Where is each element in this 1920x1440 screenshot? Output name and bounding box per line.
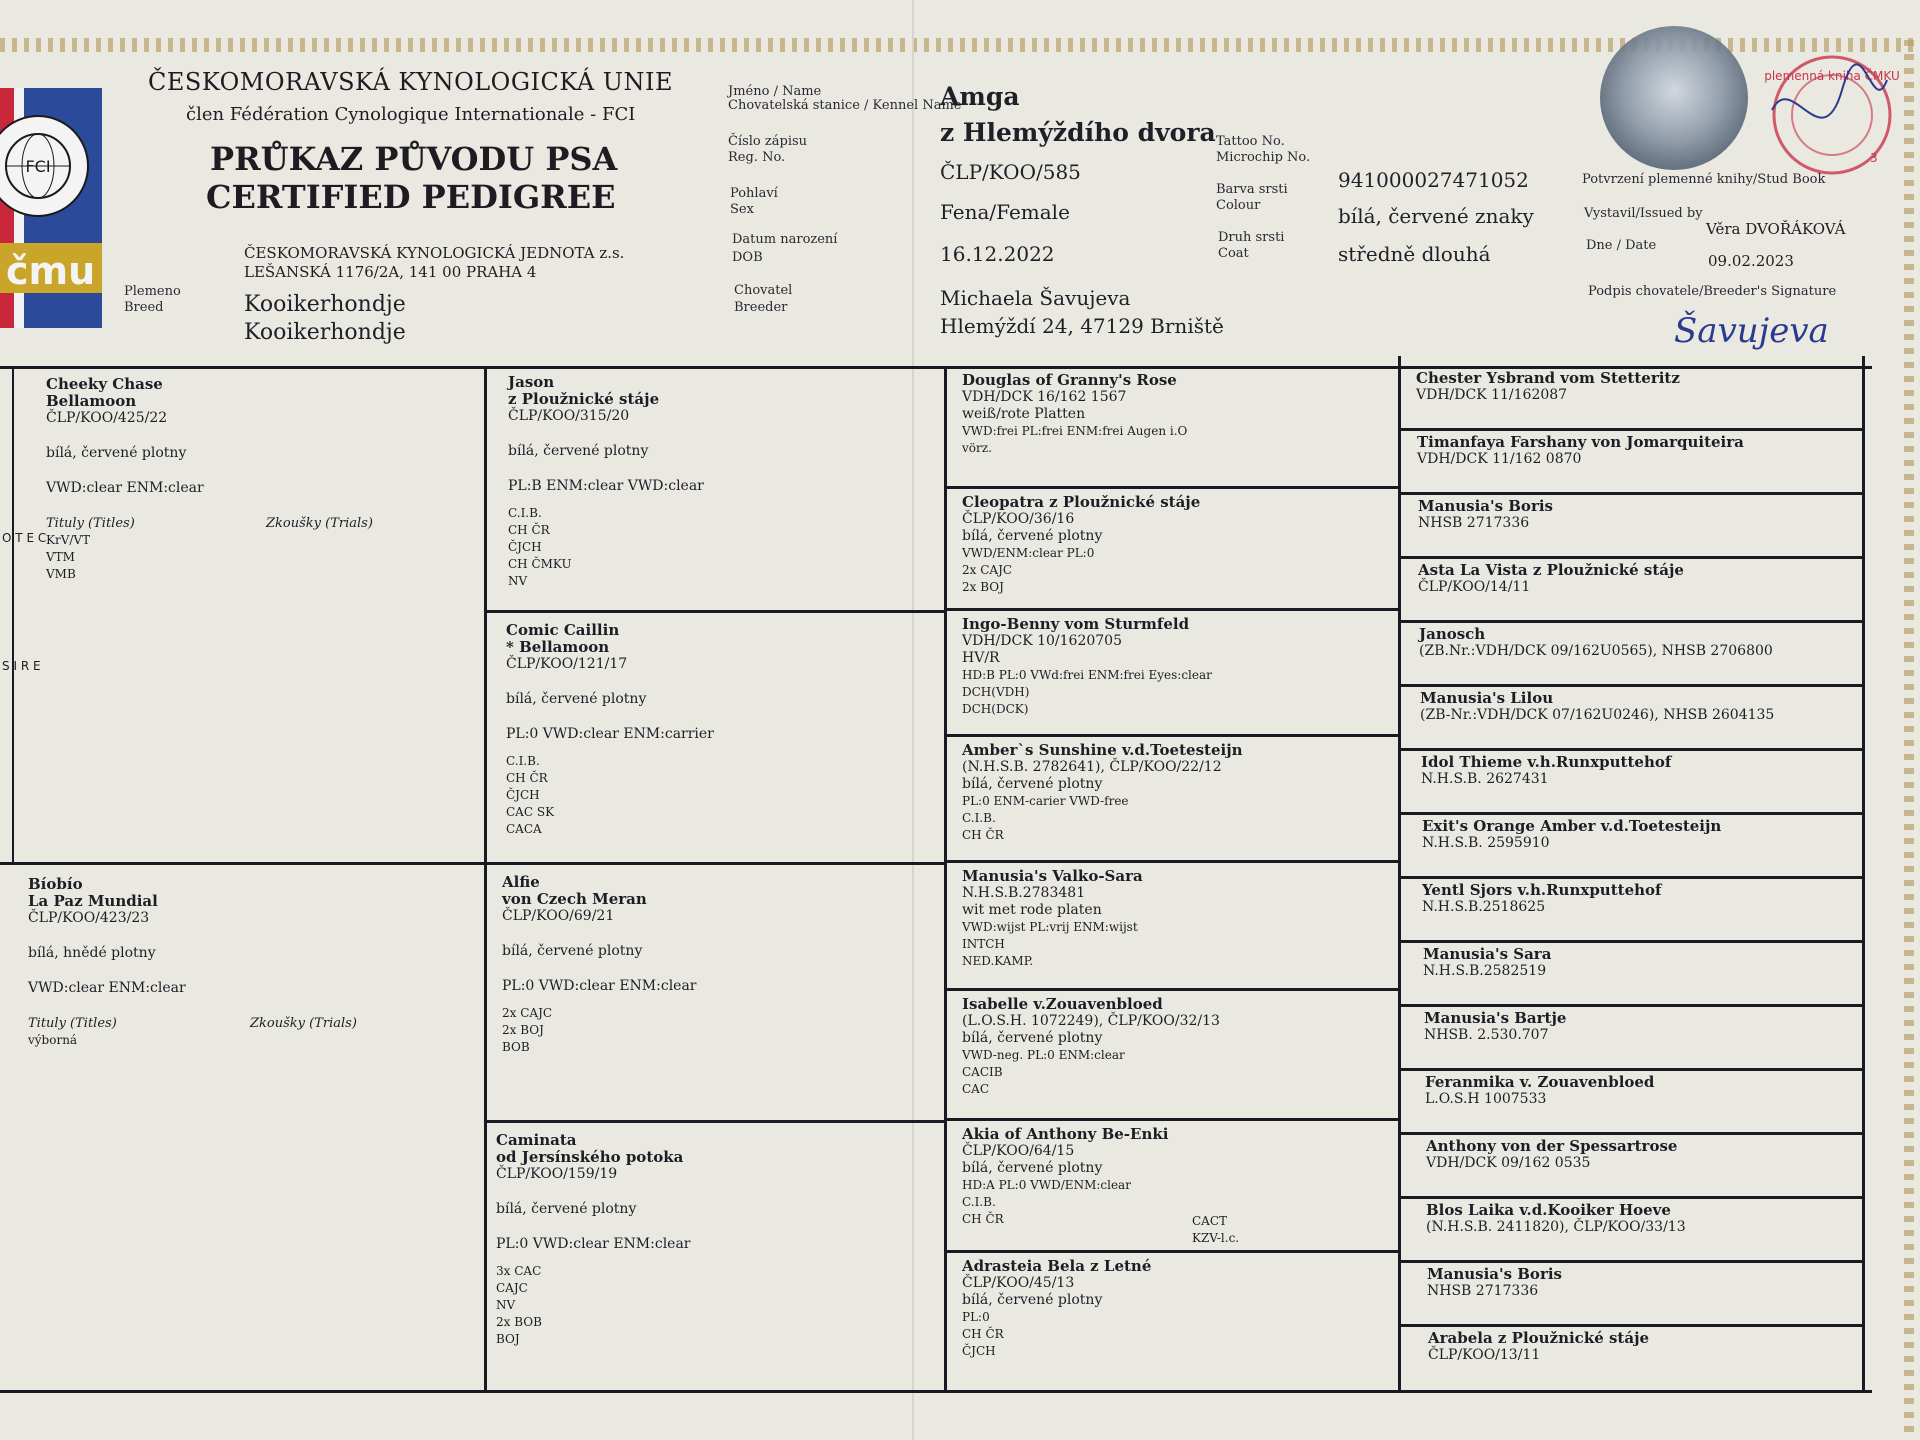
gen4-cell xyxy=(1416,370,1856,404)
gen4-reg: (ZB-Nr.:VDH/DCK 07/162U0246), NHSB 2604135 xyxy=(1420,707,1775,723)
gen1-dam-cell xyxy=(28,876,468,1049)
gen4-reg: (N.H.S.B. 2411820), ČLP/KOO/33/13 xyxy=(1426,1219,1686,1235)
gen4-name: Anthony von der Spessartrose xyxy=(1426,1137,1678,1155)
gen3-line: VWD/ENM:clear PL:0 xyxy=(962,546,1095,560)
gen3-line: VDH/DCK 10/1620705 xyxy=(962,633,1122,649)
gen2-title: CH ČMKU xyxy=(508,557,572,571)
title-cz: PRŮKAZ PŮVODU PSA xyxy=(210,140,618,178)
gen3-split-6 xyxy=(944,1118,1400,1121)
gen3-cell xyxy=(962,616,1392,718)
gen3-split-4 xyxy=(944,860,1400,863)
gen2-title: CH ČR xyxy=(508,523,550,537)
gen2-title: 2x CAJC xyxy=(502,1006,553,1020)
gen3-split-2 xyxy=(944,608,1400,611)
grid-col1-line xyxy=(484,366,487,1392)
gen2-cell-3 xyxy=(502,874,932,1056)
gen1-sire-reg: ČLP/KOO/425/22 xyxy=(46,410,168,426)
sex-label-1: Pohlaví xyxy=(730,186,778,201)
gen4-name: Yentl Sjors v.h.Runxputtehof xyxy=(1422,881,1662,899)
gen2-title: 2x BOJ xyxy=(502,1023,544,1037)
gen4-cell xyxy=(1428,1330,1868,1364)
tattoo-label-2: Microchip No. xyxy=(1216,150,1311,165)
breeder-address: Hlemýždí 24, 47129 Brniště xyxy=(940,314,1224,338)
gen2-title: BOJ xyxy=(496,1332,520,1346)
side-label-otec: O T E C xyxy=(2,531,47,545)
studbook-label: Potvrzení plemenné knihy/Stud Book xyxy=(1582,172,1826,187)
gen2-cell-1 xyxy=(508,374,938,590)
gen4-name: Feranmika v. Zouavenbloed xyxy=(1425,1073,1655,1091)
breeder-label-2: Breeder xyxy=(734,300,788,315)
gen2-title: 2x BOB xyxy=(496,1315,542,1329)
gen4-split xyxy=(1398,684,1864,687)
gen3-line: CH ČR xyxy=(962,1327,1004,1341)
gen2-title: C.I.B. xyxy=(506,754,540,768)
gen3-name: Douglas of Granny's Rose xyxy=(962,371,1177,389)
gen3-line: bílá, červené plotny xyxy=(962,776,1103,792)
gen2-title: 3x CAC xyxy=(496,1264,542,1278)
gen4-name: Arabela z Ploužnické stáje xyxy=(1428,1329,1650,1347)
gen4-cell xyxy=(1425,1074,1865,1108)
gen3-line: HD:A PL:0 VWD/ENM:clear xyxy=(962,1178,1131,1192)
gen4-cell xyxy=(1427,1266,1867,1300)
gen2-colour: bílá, červené plotny xyxy=(506,691,647,707)
issued-by-label: Vystavil/Issued by xyxy=(1584,206,1703,221)
gen4-reg: (ZB.Nr.:VDH/DCK 09/162U0565), NHSB 2706800 xyxy=(1419,643,1773,659)
gen3-name: Cleopatra z Ploužnické stáje xyxy=(962,493,1201,511)
issuer-line2: LEŠANSKÁ 1176/2A, 141 00 PRAHA 4 xyxy=(244,263,537,281)
colour-label-2: Colour xyxy=(1216,198,1261,213)
breeder-label-1: Chovatel xyxy=(734,283,793,298)
decorative-border-right xyxy=(1904,40,1914,1440)
gen4-split xyxy=(1398,876,1864,879)
gen3-split-7 xyxy=(944,1250,1400,1253)
gen3-line: bílá, červené plotny xyxy=(962,1160,1103,1176)
gen3-cell xyxy=(962,1258,1392,1360)
stamp-number: 3 xyxy=(1870,151,1878,165)
gen2-name2: od Jersínského potoka xyxy=(496,1148,684,1166)
gen2-reg: ČLP/KOO/121/17 xyxy=(506,656,628,672)
gen3-line: NED.KAMP. xyxy=(962,954,1034,968)
gen4-name: Manusia's Bartje xyxy=(1424,1009,1567,1027)
gen4-cell xyxy=(1421,754,1861,788)
gen3-line: CH ČR xyxy=(962,1212,1004,1226)
gen2-title: C.I.B. xyxy=(508,506,542,520)
org-name: ČESKOMORAVSKÁ KYNOLOGICKÁ UNIE xyxy=(148,68,674,96)
gen3-cell xyxy=(962,742,1392,844)
gen4-name: Manusia's Boris xyxy=(1427,1265,1562,1283)
gen4-split xyxy=(1398,812,1864,815)
gen3-line: bílá, červené plotny xyxy=(962,528,1103,544)
gen3-line: ČLP/KOO/36/16 xyxy=(962,511,1075,527)
gen3-cell xyxy=(962,868,1392,970)
gen4-name: Chester Ysbrand vom Stetteritz xyxy=(1416,369,1680,387)
stamp-text: plemenná kniha ČMKU xyxy=(1764,69,1900,83)
gen3-line: 2x BOJ xyxy=(962,580,1004,594)
gen2-health: PL:0 VWD:clear ENM:clear xyxy=(496,1236,691,1252)
gen3-line: ČJCH xyxy=(962,1344,996,1358)
fci-cmku-logo xyxy=(0,88,102,328)
gen2-title: NV xyxy=(496,1298,516,1312)
gen3-line: N.H.S.B.2783481 xyxy=(962,885,1086,901)
gen3-line: DCH(VDH) xyxy=(962,685,1030,699)
breed-label: Plemeno xyxy=(124,284,181,299)
gen4-reg: NHSB 2717336 xyxy=(1418,515,1530,531)
gen3-line: bílá, červené plotny xyxy=(962,1292,1103,1308)
gen1-sire-titles-label: Tituly (Titles) xyxy=(46,516,135,531)
gen1-dam-titles-label: Tituly (Titles) xyxy=(28,1016,117,1031)
gen4-name: Manusia's Boris xyxy=(1418,497,1553,515)
dob-value: 16.12.2022 xyxy=(940,242,1055,266)
gen2-split-3 xyxy=(484,1120,946,1123)
gen3-line: (L.O.S.H. 1072249), ČLP/KOO/32/13 xyxy=(962,1013,1220,1029)
gen4-split xyxy=(1398,1196,1864,1199)
gen2-reg: ČLP/KOO/69/21 xyxy=(502,908,615,924)
breed-label-en: Breed xyxy=(124,300,164,315)
grid-bottom-line xyxy=(0,1390,1872,1393)
gen4-cell xyxy=(1420,690,1860,724)
dog-name: Amga xyxy=(940,82,1020,111)
gen1-dam-trials-label: Zkoušky (Trials) xyxy=(250,1016,357,1031)
gen2-name1: Alfie xyxy=(502,873,540,891)
tattoo-label-1: Tattoo No. xyxy=(1216,134,1285,149)
gen2-name1: Caminata xyxy=(496,1131,577,1149)
gen4-name: Janosch xyxy=(1419,625,1486,643)
gen2-colour: bílá, červené plotny xyxy=(496,1201,637,1217)
gen3-line: CACIB xyxy=(962,1065,1003,1079)
gen4-cell xyxy=(1423,946,1863,980)
gen4-reg: VDH/DCK 11/162087 xyxy=(1416,387,1568,403)
gen1-split xyxy=(0,862,946,865)
gen2-name2: von Czech Meran xyxy=(502,890,647,908)
issued-by-value: Věra DVOŘÁKOVÁ xyxy=(1706,220,1846,238)
gen4-reg: N.H.S.B.2518625 xyxy=(1422,899,1546,915)
gen4-reg: L.O.S.H 1007533 xyxy=(1425,1091,1547,1107)
gen4-cell xyxy=(1419,626,1859,660)
gen4-reg: VDH/DCK 11/162 0870 xyxy=(1417,451,1582,467)
gen1-dam-colour: bílá, hnědé plotny xyxy=(28,945,156,961)
gen3-extra: KZV-l.c. xyxy=(1192,1231,1240,1245)
signature-label: Podpis chovatele/Breeder's Signature xyxy=(1588,284,1837,299)
gen1-sire-health: VWD:clear ENM:clear xyxy=(46,480,204,496)
gen3-line: HV/R xyxy=(962,650,1000,666)
gen3-line: INTCH xyxy=(962,937,1005,951)
gen4-name: Idol Thieme v.h.Runxputtehof xyxy=(1421,753,1672,771)
name-label-2: Chovatelská stanice / Kennel Name xyxy=(728,98,962,113)
gen1-dam-name1: Bíobío xyxy=(28,875,83,893)
grid-col4-line xyxy=(1862,356,1865,1392)
gen3-name: Akia of Anthony Be-Enki xyxy=(962,1125,1169,1143)
issue-date: 09.02.2023 xyxy=(1708,252,1794,270)
gen2-title: NV xyxy=(508,574,528,588)
gen3-name: Ingo-Benny vom Sturmfeld xyxy=(962,615,1190,633)
gen1-sire-trials-label: Zkoušky (Trials) xyxy=(266,516,373,531)
gen2-colour: bílá, červené plotny xyxy=(508,443,649,459)
gen2-reg: ČLP/KOO/159/19 xyxy=(496,1166,618,1182)
gen3-line: PL:0 xyxy=(962,1310,990,1324)
gen4-cell xyxy=(1426,1138,1866,1172)
gen3-cell xyxy=(962,494,1392,596)
reg-label-1: Číslo zápisu xyxy=(728,134,808,149)
gen3-line: VWD:wijst PL:vrij ENM:wijst xyxy=(962,920,1138,934)
gen3-line: C.I.B. xyxy=(962,811,996,825)
gen3-line: bílá, červené plotny xyxy=(962,1030,1103,1046)
gen1-sire-title: VTM xyxy=(46,550,75,564)
gen3-line: PL:0 ENM-carier VWD-free xyxy=(962,794,1129,808)
gen4-split xyxy=(1398,1068,1864,1071)
gen4-name: Manusia's Sara xyxy=(1423,945,1552,963)
gen4-split xyxy=(1398,940,1864,943)
gen3-line: CH ČR xyxy=(962,828,1004,842)
gen2-title: CACA xyxy=(506,822,542,836)
colour-value: bílá, červené znaky xyxy=(1338,204,1534,228)
gen3-line: 2x CAJC xyxy=(962,563,1013,577)
fci-logo-text: FCI xyxy=(25,157,51,176)
gen3-line: VWD-neg. PL:0 ENM:clear xyxy=(962,1048,1125,1062)
side-label-sire: S I R E xyxy=(2,659,41,673)
gen1-dam-name2: La Paz Mundial xyxy=(28,892,158,910)
gen1-sire-title: KrV/VT xyxy=(46,533,91,547)
gen2-name2: z Ploužnické stáje xyxy=(508,390,660,408)
gen2-title: ČJCH xyxy=(508,540,542,554)
gen2-title: CAC SK xyxy=(506,805,555,819)
studbook-stamp xyxy=(1752,50,1902,180)
hologram-seal xyxy=(1600,26,1748,170)
gen1-sire-title: VMB xyxy=(46,567,76,581)
gen4-split xyxy=(1398,492,1864,495)
gen3-line: ČLP/KOO/45/13 xyxy=(962,1275,1075,1291)
gen3-cell xyxy=(962,372,1392,457)
gen4-reg: ČLP/KOO/13/11 xyxy=(1428,1347,1541,1363)
gen2-title: ČJCH xyxy=(506,788,540,802)
gen4-name: Timanfaya Farshany von Jomarquiteira xyxy=(1417,433,1744,451)
gen1-dam-health: VWD:clear ENM:clear xyxy=(28,980,186,996)
gen2-split-1 xyxy=(484,610,946,613)
gen4-reg: N.H.S.B.2582519 xyxy=(1423,963,1547,979)
gen4-name: Manusia's Lilou xyxy=(1420,689,1554,707)
gen1-sire-name1: Cheeky Chase xyxy=(46,375,163,393)
gen4-cell xyxy=(1417,434,1857,468)
breeder-name: Michaela Šavujeva xyxy=(940,286,1131,310)
breeder-signature xyxy=(1670,300,1850,360)
cmku-logo-text: čmu xyxy=(6,249,96,293)
gen2-title: BOB xyxy=(502,1040,530,1054)
signature-text: Šavujeva xyxy=(1674,311,1829,351)
gen4-name: Exit's Orange Amber v.d.Toetesteijn xyxy=(1422,817,1722,835)
coat-value: středně dlouhá xyxy=(1338,242,1491,266)
gen4-cell xyxy=(1424,1010,1864,1044)
reg-number: ČLP/KOO/585 xyxy=(940,160,1081,184)
gen4-cell xyxy=(1426,1202,1866,1236)
gen3-line: VDH/DCK 16/162 1567 xyxy=(962,389,1127,405)
gen3-line: wit met rode platen xyxy=(962,902,1102,918)
issuer-line1: ČESKOMORAVSKÁ KYNOLOGICKÁ JEDNOTA z.s. xyxy=(244,244,625,262)
gen4-split xyxy=(1398,1132,1864,1135)
gen3-line: HD:B PL:0 VWd:frei ENM:frei Eyes:clear xyxy=(962,668,1212,682)
gen1-dam-title: výborná xyxy=(28,1033,78,1047)
gen4-cell xyxy=(1422,818,1862,852)
gen2-colour: bílá, červené plotny xyxy=(502,943,643,959)
gen4-reg: N.H.S.B. 2627431 xyxy=(1421,771,1549,787)
gen2-title: CAJC xyxy=(496,1281,528,1295)
breed-value-1: Kooikerhondje xyxy=(244,292,406,317)
dog-kennel: z Hlemýždího dvora xyxy=(940,118,1216,147)
dob-label-2: DOB xyxy=(732,250,763,265)
gen3-line: ČLP/KOO/64/15 xyxy=(962,1143,1075,1159)
grid-col2-line xyxy=(944,366,947,1392)
gen3-line: weiß/rote Platten xyxy=(962,406,1086,422)
gen4-split xyxy=(1398,1004,1864,1007)
gen1-dam-reg: ČLP/KOO/423/23 xyxy=(28,910,150,926)
gen2-name2: * Bellamoon xyxy=(506,638,610,656)
coat-label-2: Coat xyxy=(1218,246,1249,261)
gen4-split xyxy=(1398,1324,1864,1327)
gen4-split xyxy=(1398,1260,1864,1263)
breed-value-2: Kooikerhondje xyxy=(244,320,406,345)
gen3-split-1 xyxy=(944,486,1400,489)
gen4-reg: NHSB 2717336 xyxy=(1427,1283,1539,1299)
gen4-split xyxy=(1398,428,1864,431)
dob-label-1: Datum narození xyxy=(732,232,838,247)
gen1-sire-cell xyxy=(46,376,476,583)
gen2-title: CH ČR xyxy=(506,771,548,785)
gen3-split-3 xyxy=(944,734,1400,737)
gen2-reg: ČLP/KOO/315/20 xyxy=(508,408,630,424)
gen1-sire-colour: bílá, červené plotny xyxy=(46,445,187,461)
gen4-name: Blos Laika v.d.Kooiker Hoeve xyxy=(1426,1201,1671,1219)
gen3-line: C.I.B. xyxy=(962,1195,996,1209)
sex-label-2: Sex xyxy=(730,202,754,217)
colour-label-1: Barva srsti xyxy=(1216,182,1288,197)
gen2-name1: Jason xyxy=(508,373,555,391)
gen3-name: Adrasteia Bela z Letné xyxy=(962,1257,1152,1275)
gen2-health: PL:0 VWD:clear ENM:clear xyxy=(502,978,697,994)
title-en: CERTIFIED PEDIGREE xyxy=(206,178,616,216)
gen4-cell xyxy=(1422,882,1862,916)
gen4-name: Asta La Vista z Ploužnické stáje xyxy=(1418,561,1684,579)
gen3-line: DCH(DCK) xyxy=(962,702,1029,716)
gen2-health: PL:B ENM:clear VWD:clear xyxy=(508,478,704,494)
gen4-reg: ČLP/KOO/14/11 xyxy=(1418,579,1531,595)
gen3-line: CAC xyxy=(962,1082,990,1096)
gen4-split xyxy=(1398,748,1864,751)
date-label: Dne / Date xyxy=(1586,238,1657,253)
chip-number: 941000027471052 xyxy=(1338,168,1529,192)
name-label-1: Jméno / Name xyxy=(728,84,822,99)
gen3-name: Isabelle v.Zouavenbloed xyxy=(962,995,1163,1013)
gen4-cell xyxy=(1418,498,1858,532)
gen3-cell xyxy=(962,996,1392,1098)
gen3-split-5 xyxy=(944,988,1400,991)
gen4-split xyxy=(1398,556,1864,559)
gen3-name: Manusia's Valko-Sara xyxy=(962,867,1143,885)
gen3-extra: CACT xyxy=(1192,1214,1228,1228)
gen3-line: VWD:frei PL:frei ENM:frei Augen i.O xyxy=(962,424,1188,438)
gen2-health: PL:0 VWD:clear ENM:carrier xyxy=(506,726,714,742)
gen4-reg: VDH/DCK 09/162 0535 xyxy=(1426,1155,1591,1171)
reg-label-2: Reg. No. xyxy=(728,150,786,165)
grid-col3-line xyxy=(1398,356,1401,1392)
gen2-cell-4 xyxy=(496,1132,926,1348)
org-member: člen Fédération Cynologique Internationale - FCI xyxy=(186,104,636,125)
gen4-cell xyxy=(1418,562,1858,596)
gen4-split xyxy=(1398,620,1864,623)
coat-label-1: Druh srsti xyxy=(1218,230,1285,245)
gen3-name: Amber`s Sunshine v.d.Toetesteijn xyxy=(962,741,1243,759)
gen3-cell xyxy=(962,1125,1392,1245)
gen3-line: vörz. xyxy=(962,441,992,455)
gen3-line: (N.H.S.B. 2782641), ČLP/KOO/22/12 xyxy=(962,759,1222,775)
gen2-name1: Comic Caillin xyxy=(506,621,620,639)
gen4-reg: N.H.S.B. 2595910 xyxy=(1422,835,1550,851)
sex-value: Fena/Female xyxy=(940,200,1070,224)
gen2-cell-2 xyxy=(506,622,936,838)
grid-left-line xyxy=(12,366,14,864)
gen1-sire-name2: Bellamoon xyxy=(46,392,137,410)
gen4-reg: NHSB. 2.530.707 xyxy=(1424,1027,1549,1043)
